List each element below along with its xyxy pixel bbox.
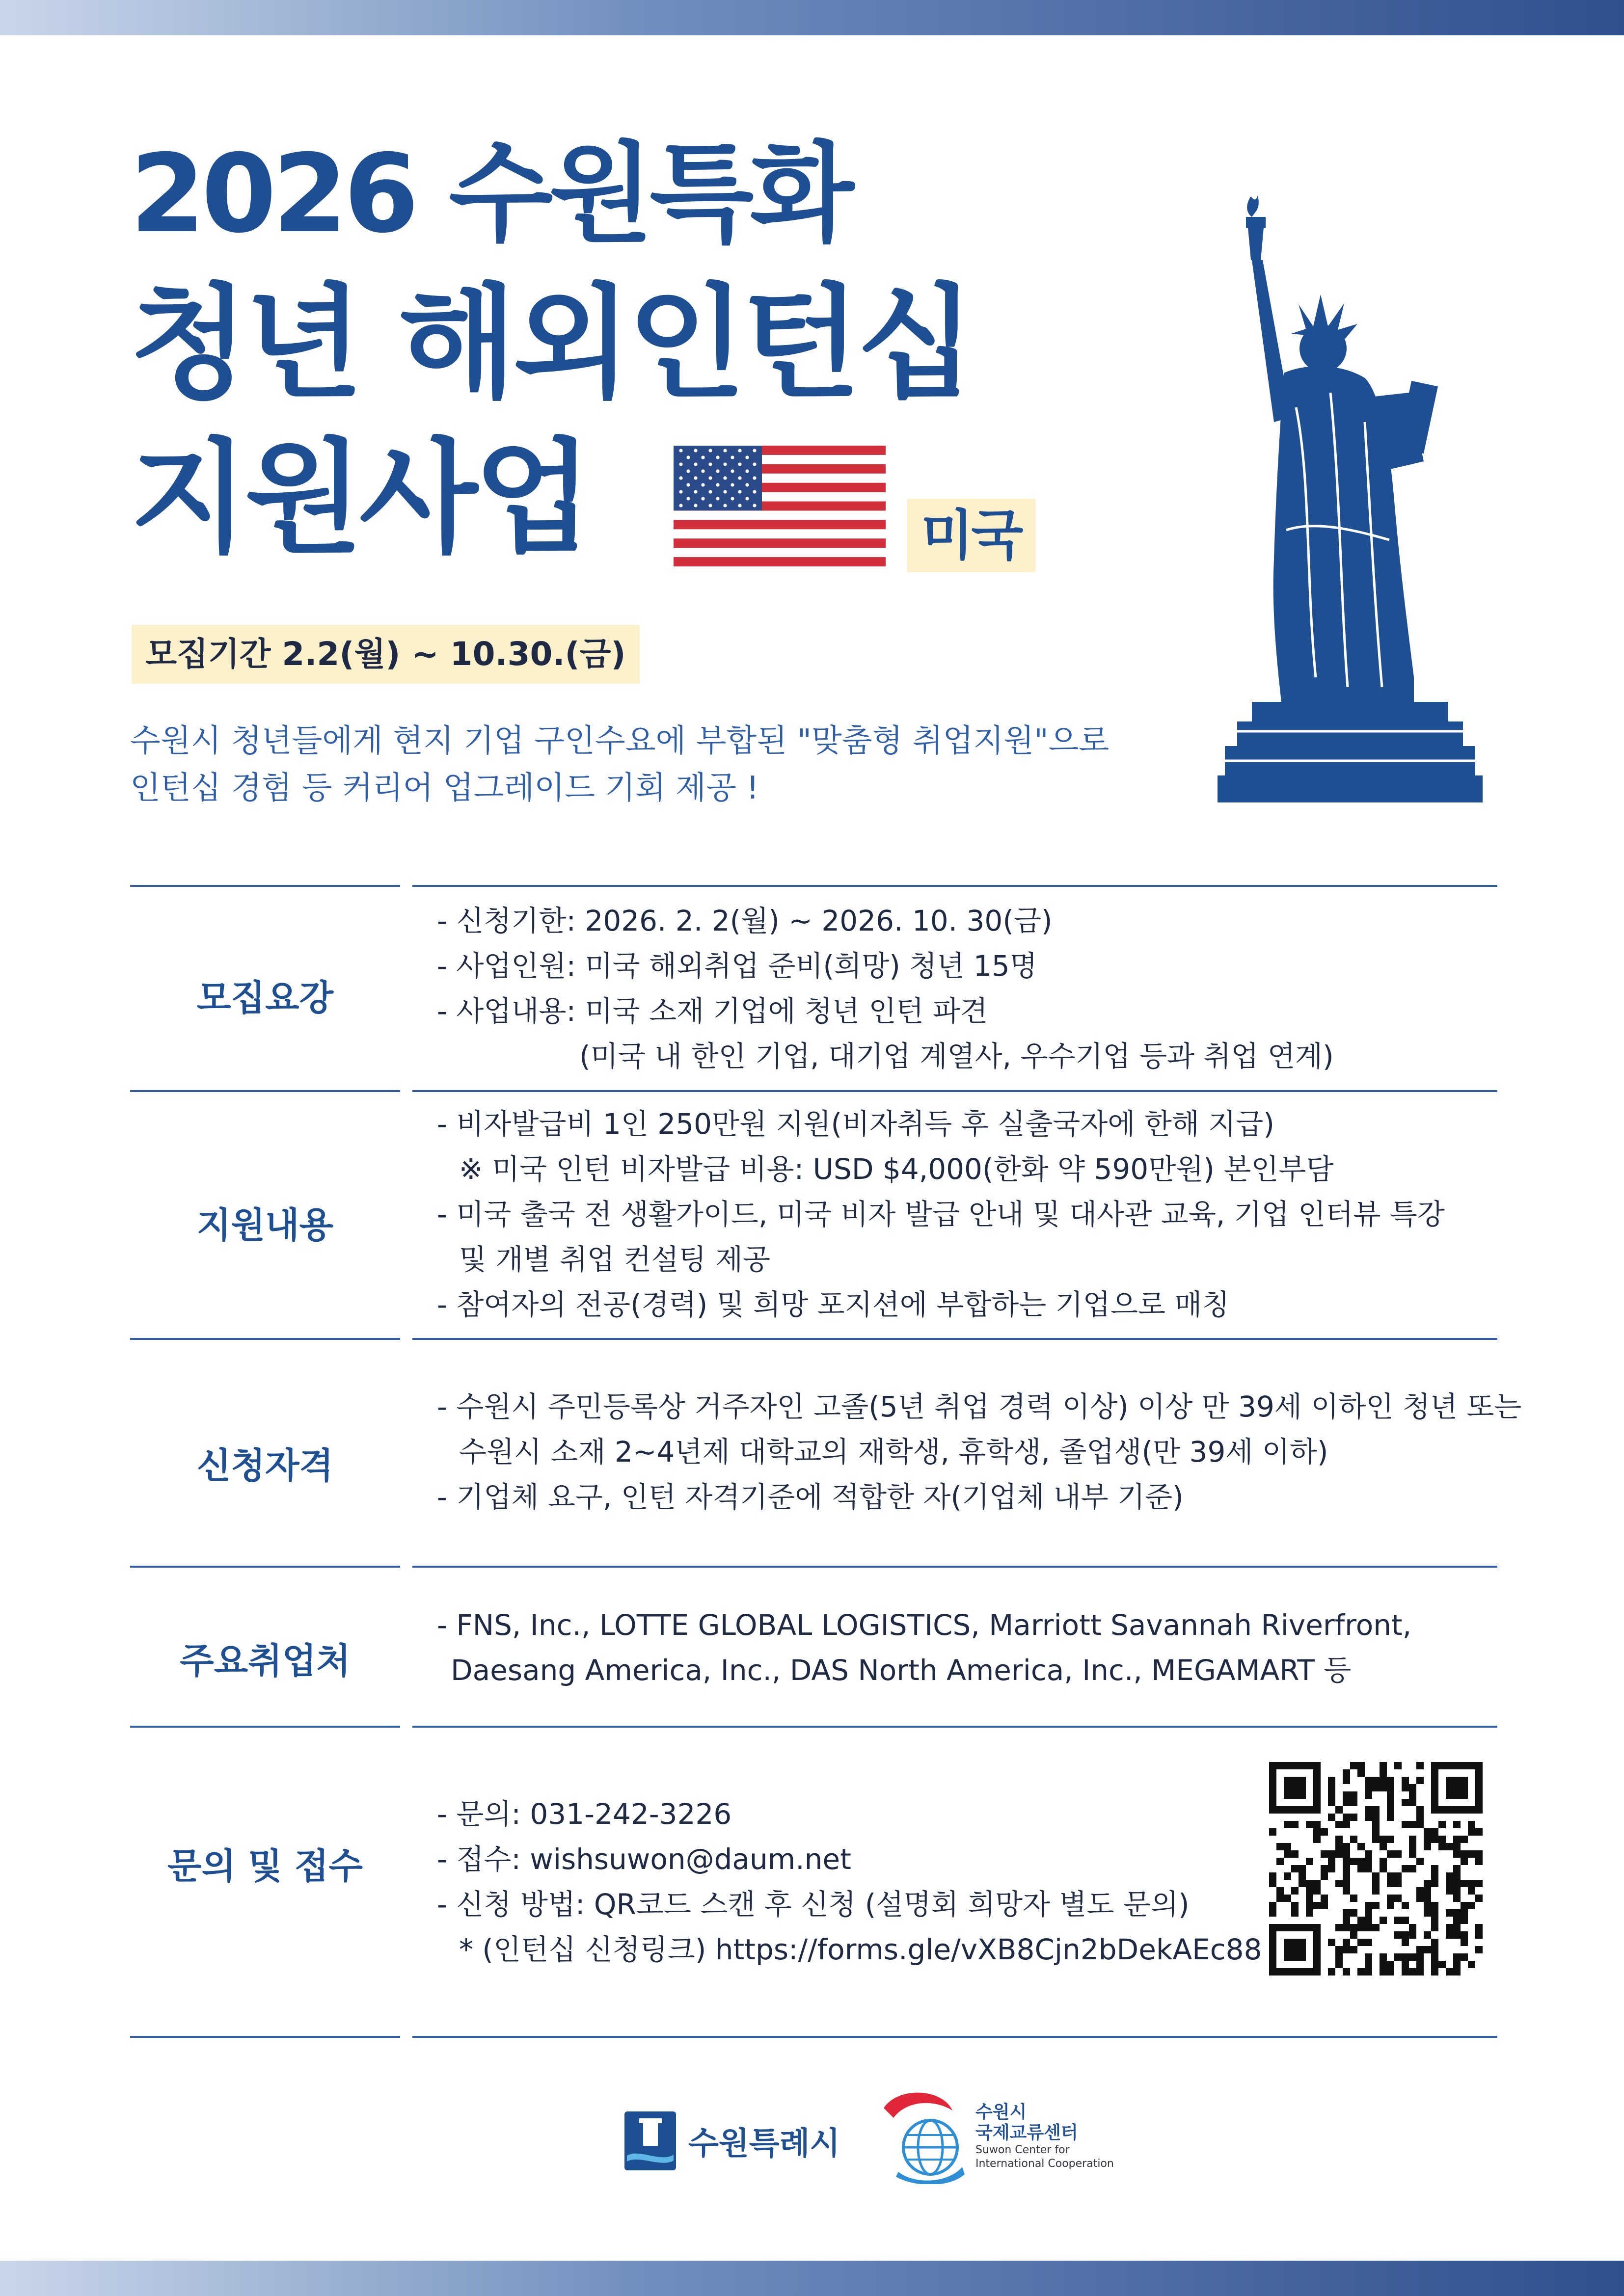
contact-email[interactable]: - 접수: wishsuwon@daum.net	[437, 1842, 851, 1876]
table-divider	[130, 885, 400, 887]
recruit-line: - 사업인원: 미국 해외취업 준비(희망) 청년 15명	[437, 949, 1037, 983]
section-label-support: 지원내용	[196, 1204, 334, 1246]
table-divider	[412, 1726, 1497, 1728]
employers-line: Daesang America, Inc., DAS North America, Inc., MEGAMART 등	[451, 1654, 1352, 1687]
table-divider	[412, 1566, 1497, 1568]
center-name-kr-2: 국제교류센터	[975, 2122, 1078, 2143]
us-flag-icon	[674, 446, 886, 566]
center-name-en-2: International Cooperation	[975, 2157, 1114, 2170]
section-label-recruit: 모집요강	[196, 977, 334, 1018]
recruit-line: - 신청기한: 2026. 2. 2(월) ~ 2026. 10. 30(금)	[437, 904, 1053, 937]
table-divider	[130, 1338, 400, 1340]
table-divider	[130, 1566, 400, 1568]
employers-line: - FNS, Inc., LOTTE GLOBAL LOGISTICS, Marriott Savannah Riverfront,	[437, 1608, 1412, 1642]
section-content-eligibility	[437, 1384, 1521, 1520]
recruit-line: (미국 내 한인 기업, 대기업 계열사, 우수기업 등과 취업 연계)	[579, 1040, 1334, 1073]
table-divider	[130, 1726, 400, 1728]
support-line: - 참여자의 전공(경력) 및 희망 포지션에 부합하는 기업으로 매칭	[437, 1288, 1230, 1321]
support-line: - 비자발급비 1인 250만원 지원(비자취득 후 실출국자에 한해 지급)	[437, 1107, 1274, 1141]
bottom-gradient-bar	[0, 2261, 1624, 2296]
contact-phone: - 문의: 031-242-3226	[437, 1797, 732, 1831]
support-line: - 미국 출국 전 생활가이드, 미국 비자 발급 안내 및 대사관 교육, 기업 인터뷰 특강	[437, 1198, 1445, 1231]
support-line: ※ 미국 인턴 비자발급 비용: USD $4,000(한화 약 590만원) 본인부담	[459, 1152, 1334, 1186]
application-link[interactable]: * (인턴십 신청링크) https://forms.gle/vXB8Cjn2bDekAEc88	[459, 1933, 1262, 1966]
qr-code-icon[interactable]	[1269, 1762, 1483, 1976]
section-content-contact	[437, 1791, 1262, 1972]
contact-method: - 신청 방법: QR코드 스캔 후 신청 (설명회 희망자 별도 문의)	[437, 1888, 1190, 1921]
section-label-contact: 문의 및 접수	[167, 1845, 363, 1887]
country-badge: 미국	[907, 499, 1035, 572]
section-label-employers: 주요취업처	[180, 1640, 351, 1682]
title-line-2: 청년 해외인턴십	[130, 272, 972, 415]
recruit-line: - 사업내용: 미국 소재 기업에 청년 인턴 파견	[437, 994, 988, 1028]
top-gradient-bar	[0, 0, 1624, 35]
center-name-kr-1: 수원시	[975, 2102, 1027, 2122]
section-label-eligibility: 신청자격	[196, 1445, 334, 1486]
suwon-center-text	[975, 2102, 1114, 2171]
title-line-3: 지원사업	[130, 427, 589, 569]
intro-line-1: 수원시 청년들에게 현지 기업 구인수요에 부합된 "맞춤형 취업지원"으로	[130, 723, 1110, 759]
suwon-city-logo	[624, 2111, 840, 2170]
table-divider	[412, 1090, 1497, 1092]
suwon-city-logo-icon	[624, 2111, 676, 2170]
table-divider	[412, 1338, 1497, 1340]
title-line-1: 2026 수원특화	[130, 131, 850, 257]
suwon-center-logo-icon	[879, 2088, 970, 2184]
table-divider	[412, 2036, 1497, 2038]
table-divider	[130, 2036, 400, 2038]
statue-of-liberty-icon	[1218, 187, 1483, 810]
suwon-city-name: 수원특례시	[688, 2126, 840, 2162]
eligibility-line: 수원시 소재 2~4년제 대학교의 재학생, 휴학생, 졸업생(만 39세 이하)	[459, 1435, 1328, 1468]
eligibility-line: - 수원시 주민등록상 거주자인 고졸(5년 취업 경력 이상) 이상 만 39세 이하인 청년 또는	[437, 1390, 1522, 1423]
intro-line-2: 인턴십 경험 등 커리어 업그레이드 기회 제공 !	[130, 770, 759, 806]
support-line: 및 개별 취업 컨설팅 제공	[459, 1243, 771, 1276]
suwon-center-logo	[879, 2088, 1114, 2184]
table-divider	[130, 1090, 400, 1092]
center-name-en-1: Suwon Center for	[975, 2143, 1070, 2156]
section-content-support	[437, 1101, 1445, 1327]
eligibility-line: - 기업체 요구, 인턴 자격기준에 적합한 자(기업체 내부 기준)	[437, 1480, 1184, 1514]
intro-text	[130, 718, 1161, 812]
section-content-recruit	[437, 898, 1334, 1079]
section-content-employers	[437, 1602, 1411, 1693]
recruitment-period-badge: 모집기간 2.2(월) ~ 10.30.(금)	[132, 625, 640, 684]
table-divider	[412, 885, 1497, 887]
